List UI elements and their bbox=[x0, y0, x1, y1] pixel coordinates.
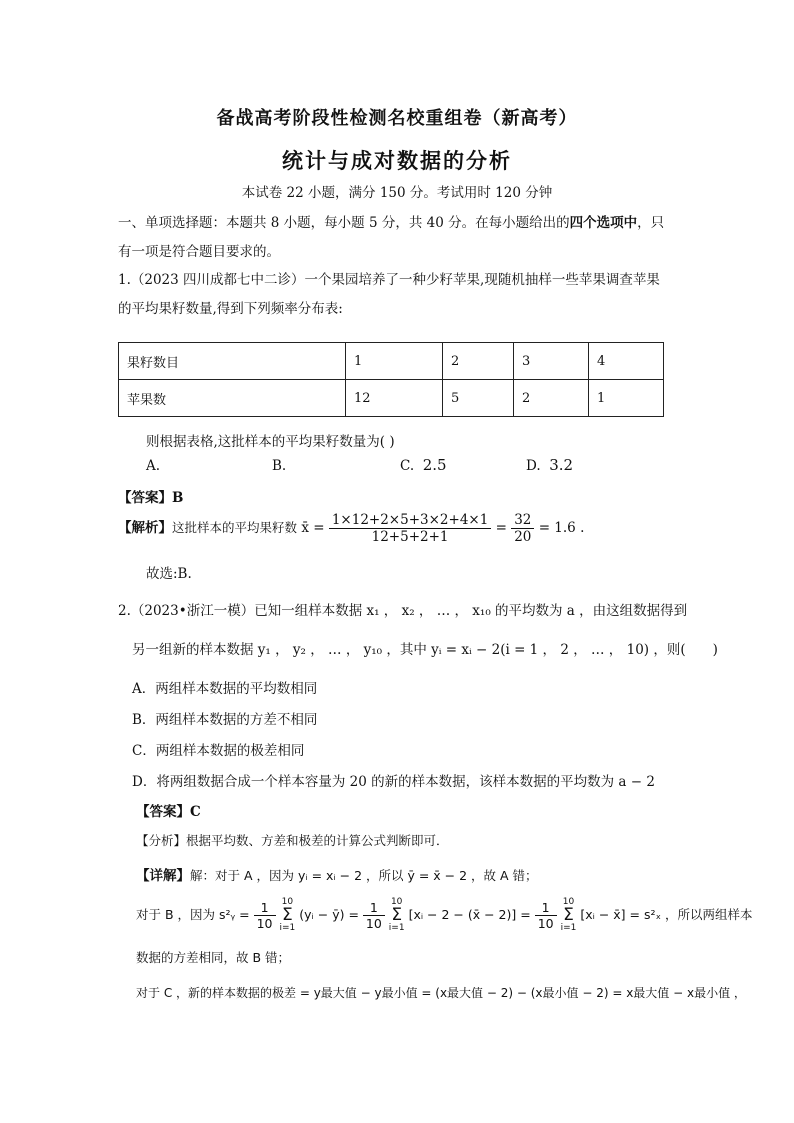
formula-variable: x̄ = bbox=[301, 520, 325, 536]
fraction-denominator: 10 bbox=[256, 916, 273, 931]
exam-info: 本试卷 22 小题，满分 150 分。考试用时 120 分钟 bbox=[241, 185, 553, 201]
q2-stem-line1: 2.（2023•浙江一模）已知一组样本数据 x₁ ， x₂ ， … ， x₁₀ 的平均数为 a ，由这组数据得到 bbox=[118, 603, 688, 619]
table-cell: 12 bbox=[346, 380, 443, 417]
q2-xiangjie bbox=[136, 864, 538, 884]
q1-prompt: 则根据表格,这批样本的平均果籽数量为( ) bbox=[146, 434, 395, 450]
q2-b-derivation bbox=[136, 898, 753, 933]
formula-result: = 1.6 . bbox=[538, 520, 585, 536]
b-term-2: [xᵢ − 2 − (x̄ − 2)] = bbox=[408, 907, 531, 922]
q2-fenxi: 【分析】根据平均数、方差和极差的计算公式判断即可． bbox=[136, 833, 449, 848]
table-cell: 3 bbox=[514, 343, 589, 380]
xiangjie-text: 解：对于 A ，因为 yᵢ = xᵢ − 2 ，所以 ȳ = x̄ − 2 ，故 A 错； bbox=[190, 868, 538, 883]
table-row bbox=[119, 343, 664, 380]
b-fraction bbox=[254, 900, 276, 931]
q1-analysis bbox=[118, 512, 584, 545]
sum-lower: i=1 bbox=[388, 923, 405, 933]
q1-option-c bbox=[400, 456, 447, 474]
table-cell: 4 bbox=[589, 343, 664, 380]
q2-option-a: A．两组样本数据的平均数相同 bbox=[132, 681, 318, 697]
sum-symbol: 10 Σ i=1 bbox=[279, 897, 296, 933]
b-term-1: (yᵢ − ȳ) = bbox=[299, 907, 359, 922]
table-cell: 5 bbox=[443, 380, 514, 417]
table-cell: 苹果数 bbox=[119, 380, 346, 417]
option-label: C. bbox=[400, 458, 415, 474]
section-heading-line2: 有一项是符合题目要求的。 bbox=[118, 244, 280, 260]
sum-lower: i=1 bbox=[279, 923, 296, 933]
section-text-bold: 四个选项中 bbox=[569, 215, 638, 231]
formula-fraction-1 bbox=[329, 512, 491, 545]
option-value: 2.5 bbox=[422, 456, 447, 474]
option-label: D. bbox=[526, 458, 541, 474]
q1-option-b: B. bbox=[272, 458, 287, 474]
formula-equals: = bbox=[495, 520, 507, 536]
sum-symbol: 10 Σ i=1 bbox=[560, 897, 577, 933]
q1-stem-line2: 的平均果籽数量,得到下列频率分布表: bbox=[118, 301, 343, 317]
q2-c-line: 对于 C ，新的样本数据的极差 = y最大值 − y最小值 = (x最大值 − 2) − (x最小值 − 2) = x最大值 − x最小值 ， bbox=[136, 986, 746, 1000]
q1-stem-line1: 1.（2023 四川成都七中二诊）一个果园培养了一种少籽苹果,现随机抽样一些苹果调查苹果 bbox=[118, 272, 660, 288]
sum-upper: 10 bbox=[562, 897, 575, 907]
fraction-numerator: 1 bbox=[363, 900, 385, 916]
b-fraction bbox=[535, 900, 557, 931]
exam-subtitle: 统计与成对数据的分析 bbox=[282, 148, 512, 173]
table-cell: 2 bbox=[514, 380, 589, 417]
table-cell: 2 bbox=[443, 343, 514, 380]
q2-b-line2: 数据的方差相同，故 B 错； bbox=[136, 950, 291, 965]
analysis-label: 【解析】 bbox=[118, 520, 172, 536]
formula-fraction-2 bbox=[511, 512, 534, 545]
fraction-denominator: 10 bbox=[365, 916, 382, 931]
q1-conclusion: 故选:B. bbox=[146, 566, 192, 582]
sum-upper: 10 bbox=[281, 897, 294, 907]
q2-option-b: B．两组样本数据的方差不相同 bbox=[132, 712, 318, 728]
fraction-denominator: 10 bbox=[537, 916, 554, 931]
table-cell: 果籽数目 bbox=[119, 343, 346, 380]
sum-symbol: 10 Σ i=1 bbox=[388, 897, 405, 933]
fraction-numerator: 1 bbox=[254, 900, 276, 916]
b-prefix: 对于 B ，因为 s²ᵧ = bbox=[136, 907, 250, 922]
frequency-table bbox=[118, 342, 664, 417]
option-value: 3.2 bbox=[549, 456, 574, 474]
table-cell: 1 bbox=[346, 343, 443, 380]
q1-option-a: A. bbox=[146, 458, 161, 474]
sum-lower: i=1 bbox=[560, 923, 577, 933]
fraction-denominator: 20 bbox=[514, 529, 532, 545]
exam-title: 备战高考阶段性检测名校重组卷（新高考） bbox=[216, 108, 578, 129]
analysis-text: 这批样本的平均果籽数 bbox=[172, 520, 298, 535]
q1-answer: 【答案】B bbox=[118, 490, 184, 506]
section-text-c: ，只 bbox=[637, 215, 665, 231]
xiangjie-label: 【详解】 bbox=[136, 868, 190, 884]
section-heading-line1 bbox=[118, 211, 664, 231]
b-term-3: [xᵢ − x̄] = s²ₓ ，所以两组样本 bbox=[580, 907, 753, 922]
section-text-a: 一、单项选择题：本题共 8 小题，每小题 5 分，共 40 分。在每小题给出的 bbox=[118, 215, 570, 231]
q2-answer: 【答案】C bbox=[136, 804, 201, 820]
fraction-denominator: 12+5+2+1 bbox=[371, 529, 449, 545]
table-row bbox=[119, 380, 664, 417]
sum-upper: 10 bbox=[390, 897, 403, 907]
table-cell: 1 bbox=[589, 380, 664, 417]
fraction-numerator: 1 bbox=[535, 900, 557, 916]
q1-option-d bbox=[526, 456, 573, 474]
q2-stem-line2: 另一组新的样本数据 y₁ ， y₂ ， … ， y₁₀ ，其中 yᵢ = xᵢ − 2(i = 1 ， 2 ， … ， 10) ，则( ) bbox=[132, 642, 718, 658]
fraction-numerator: 32 bbox=[511, 512, 534, 529]
q2-option-c: C．两组样本数据的极差相同 bbox=[132, 743, 305, 759]
b-fraction bbox=[363, 900, 385, 931]
fraction-numerator: 1×12+2×5+3×2+4×1 bbox=[329, 512, 491, 529]
q2-option-d: D．将两组数据合成一个样本容量为 20 的新的样本数据，该样本数据的平均数为 a − 2 bbox=[132, 774, 655, 790]
